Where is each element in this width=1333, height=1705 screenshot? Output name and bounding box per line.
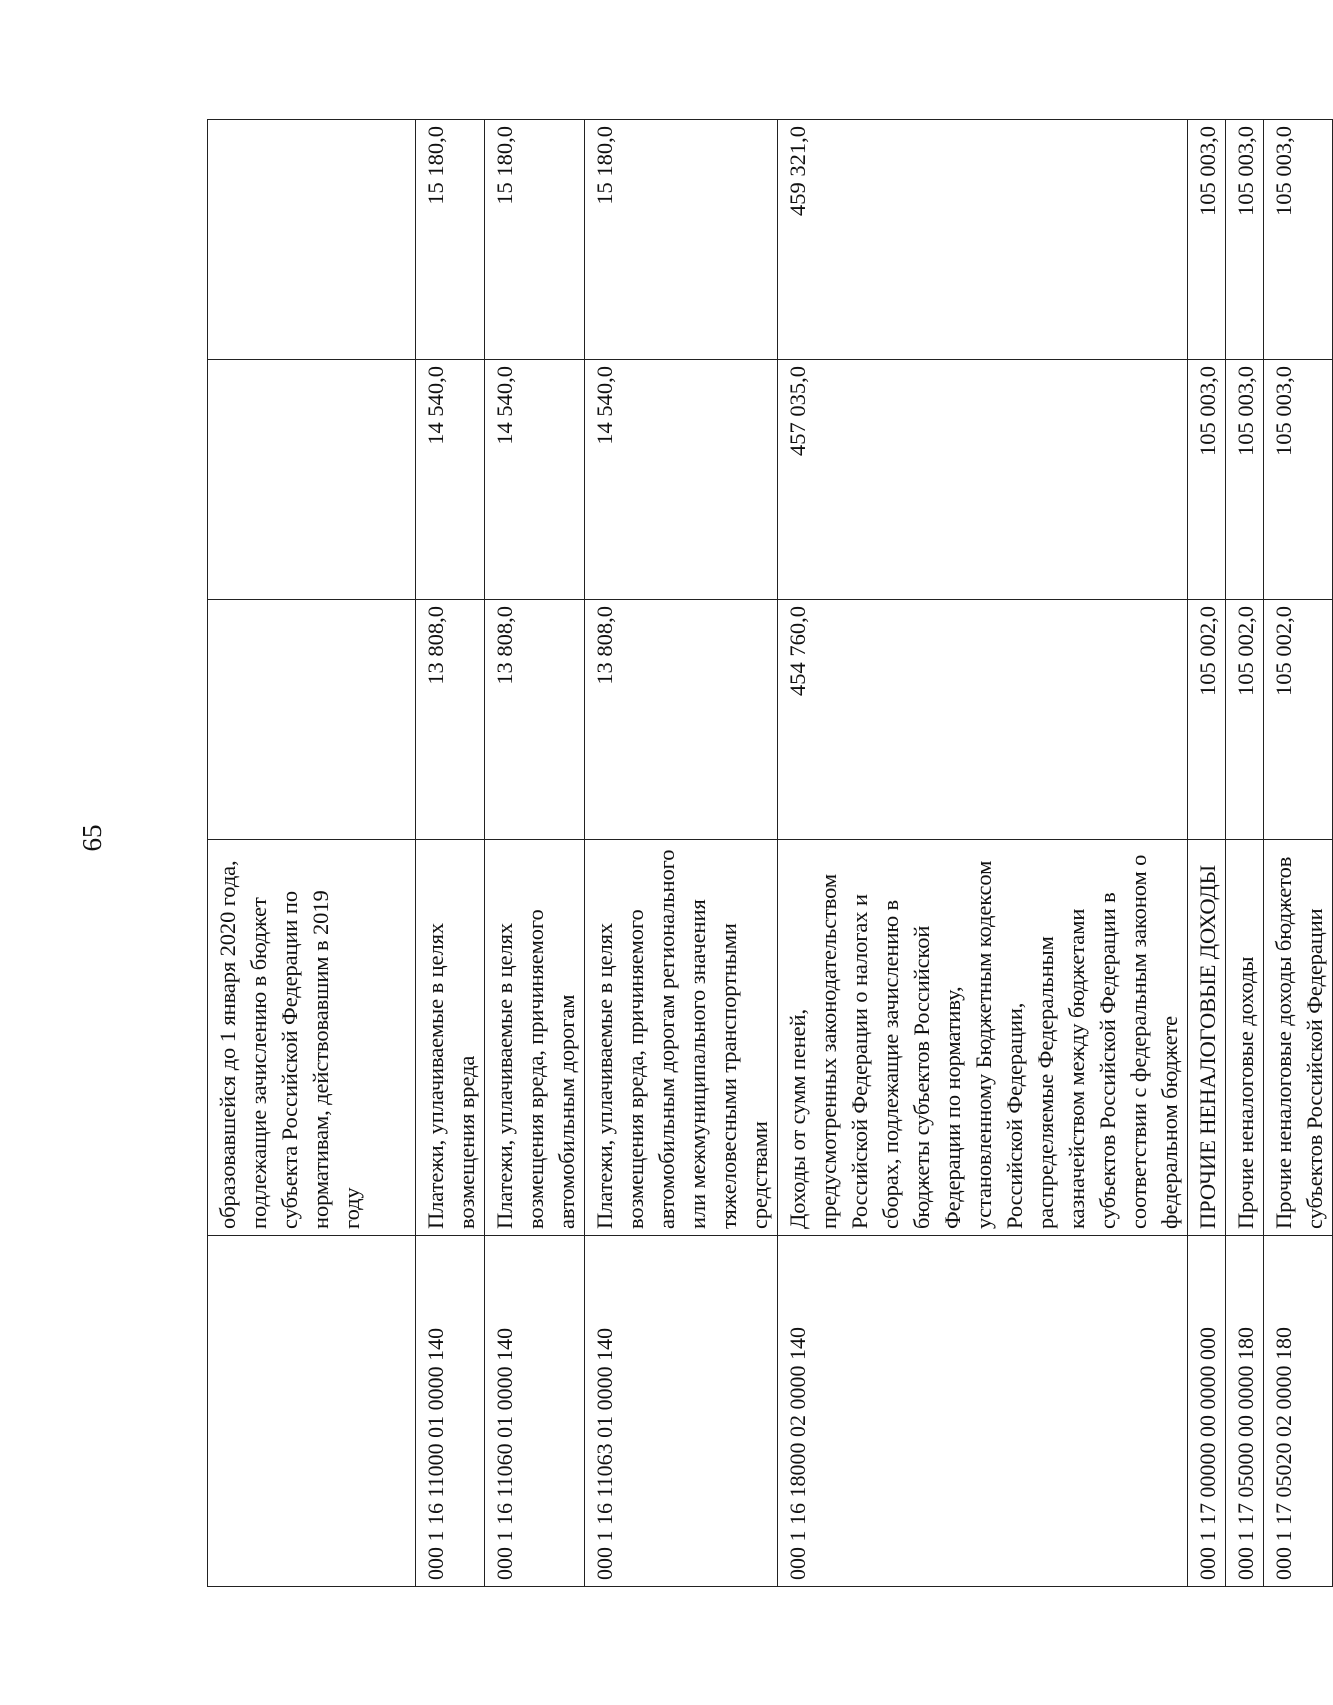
value-2022-cell: 105 003,0 — [1264, 120, 1333, 360]
value-2020-cell — [208, 600, 416, 840]
value-2022-cell: 459 321,0 — [778, 120, 1188, 360]
value-2021-cell: 105 003,0 — [1264, 360, 1333, 600]
table-row — [416, 120, 485, 1587]
table-row — [585, 120, 778, 1587]
value-2020-cell: 105 002,0 — [1188, 600, 1226, 840]
revenue-code-cell — [208, 1236, 416, 1587]
revenue-code-cell: 000 1 16 11000 01 0000 140 — [416, 1236, 485, 1587]
revenue-code-cell: 000 1 17 05000 00 0000 180 — [1226, 1236, 1264, 1587]
table-row — [1188, 120, 1226, 1587]
value-2020-cell: 13 808,0 — [485, 600, 585, 840]
table-row — [778, 120, 1188, 1587]
table-row — [485, 120, 585, 1587]
revenue-name-cell: образовавшейся до 1 января 2020 года, подлежащие зачислению в бюджет субъекта Российской Федерации по нормативам, действовавшим в 2019 году — [208, 840, 416, 1236]
value-2021-cell: 105 003,0 — [1226, 360, 1264, 600]
revenue-name-cell: Прочие неналоговые доходы бюджетов субъектов Российской Федерации — [1264, 840, 1333, 1236]
value-2020-cell: 105 002,0 — [1226, 600, 1264, 840]
value-2022-cell: 105 003,0 — [1226, 120, 1264, 360]
revenue-code-cell: 000 1 16 11060 01 0000 140 — [485, 1236, 585, 1587]
value-2021-cell: 14 540,0 — [585, 360, 778, 600]
budget-table-container — [207, 120, 1327, 1587]
value-2022-cell: 15 180,0 — [416, 120, 485, 360]
value-2021-cell — [208, 360, 416, 600]
table-row — [208, 120, 416, 1587]
revenue-name-cell: Платежи, уплачиваемые в целях возмещения вреда — [416, 840, 485, 1236]
revenue-name-cell: Прочие неналоговые доходы — [1226, 840, 1264, 1236]
revenue-name-cell: Доходы от сумм пеней, предусмотренных законодательством Российской Федерации о налогах и сборах, подлежащие зачислению в бюджеты субъектов Российской Федерации по нормативу, установленному Бюджетным кодексом Российской Федерации, распределяемые Федеральным казначейством между бюджетами субъектов Российской Федерации в соответствии с федеральным законом о федеральном бюджете — [778, 840, 1188, 1236]
revenue-code-cell: 000 1 17 05020 02 0000 180 — [1264, 1236, 1333, 1587]
value-2022-cell: 15 180,0 — [585, 120, 778, 360]
value-2022-cell: 15 180,0 — [485, 120, 585, 360]
table-row — [1226, 120, 1264, 1587]
page-number: 65 — [77, 824, 107, 852]
value-2022-cell: 105 003,0 — [1188, 120, 1226, 360]
value-2020-cell: 13 808,0 — [585, 600, 778, 840]
revenue-name-cell: Платежи, уплачиваемые в целях возмещения вреда, причиняемого автомобильным дорогам — [485, 840, 585, 1236]
revenue-code-cell: 000 1 16 18000 02 0000 140 — [778, 1236, 1188, 1587]
revenue-name-cell: Платежи, уплачиваемые в целях возмещения вреда, причиняемого автомобильным дорогам регионального или межмуниципального значения тяжеловесными транспортными средствами — [585, 840, 778, 1236]
budget-table-rotated — [207, 120, 1327, 1587]
table-row — [1264, 120, 1333, 1587]
value-2020-cell: 105 002,0 — [1264, 600, 1333, 840]
value-2021-cell: 14 540,0 — [416, 360, 485, 600]
value-2022-cell — [208, 120, 416, 360]
budget-revenue-table — [207, 119, 1333, 1587]
value-2021-cell: 457 035,0 — [778, 360, 1188, 600]
value-2021-cell: 14 540,0 — [485, 360, 585, 600]
revenue-code-cell: 000 1 16 11063 01 0000 140 — [585, 1236, 778, 1587]
value-2020-cell: 454 760,0 — [778, 600, 1188, 840]
value-2021-cell: 105 003,0 — [1188, 360, 1226, 600]
value-2020-cell: 13 808,0 — [416, 600, 485, 840]
revenue-code-cell: 000 1 17 00000 00 0000 000 — [1188, 1236, 1226, 1587]
revenue-name-cell: ПРОЧИЕ НЕНАЛОГОВЫЕ ДОХОДЫ — [1188, 840, 1226, 1236]
